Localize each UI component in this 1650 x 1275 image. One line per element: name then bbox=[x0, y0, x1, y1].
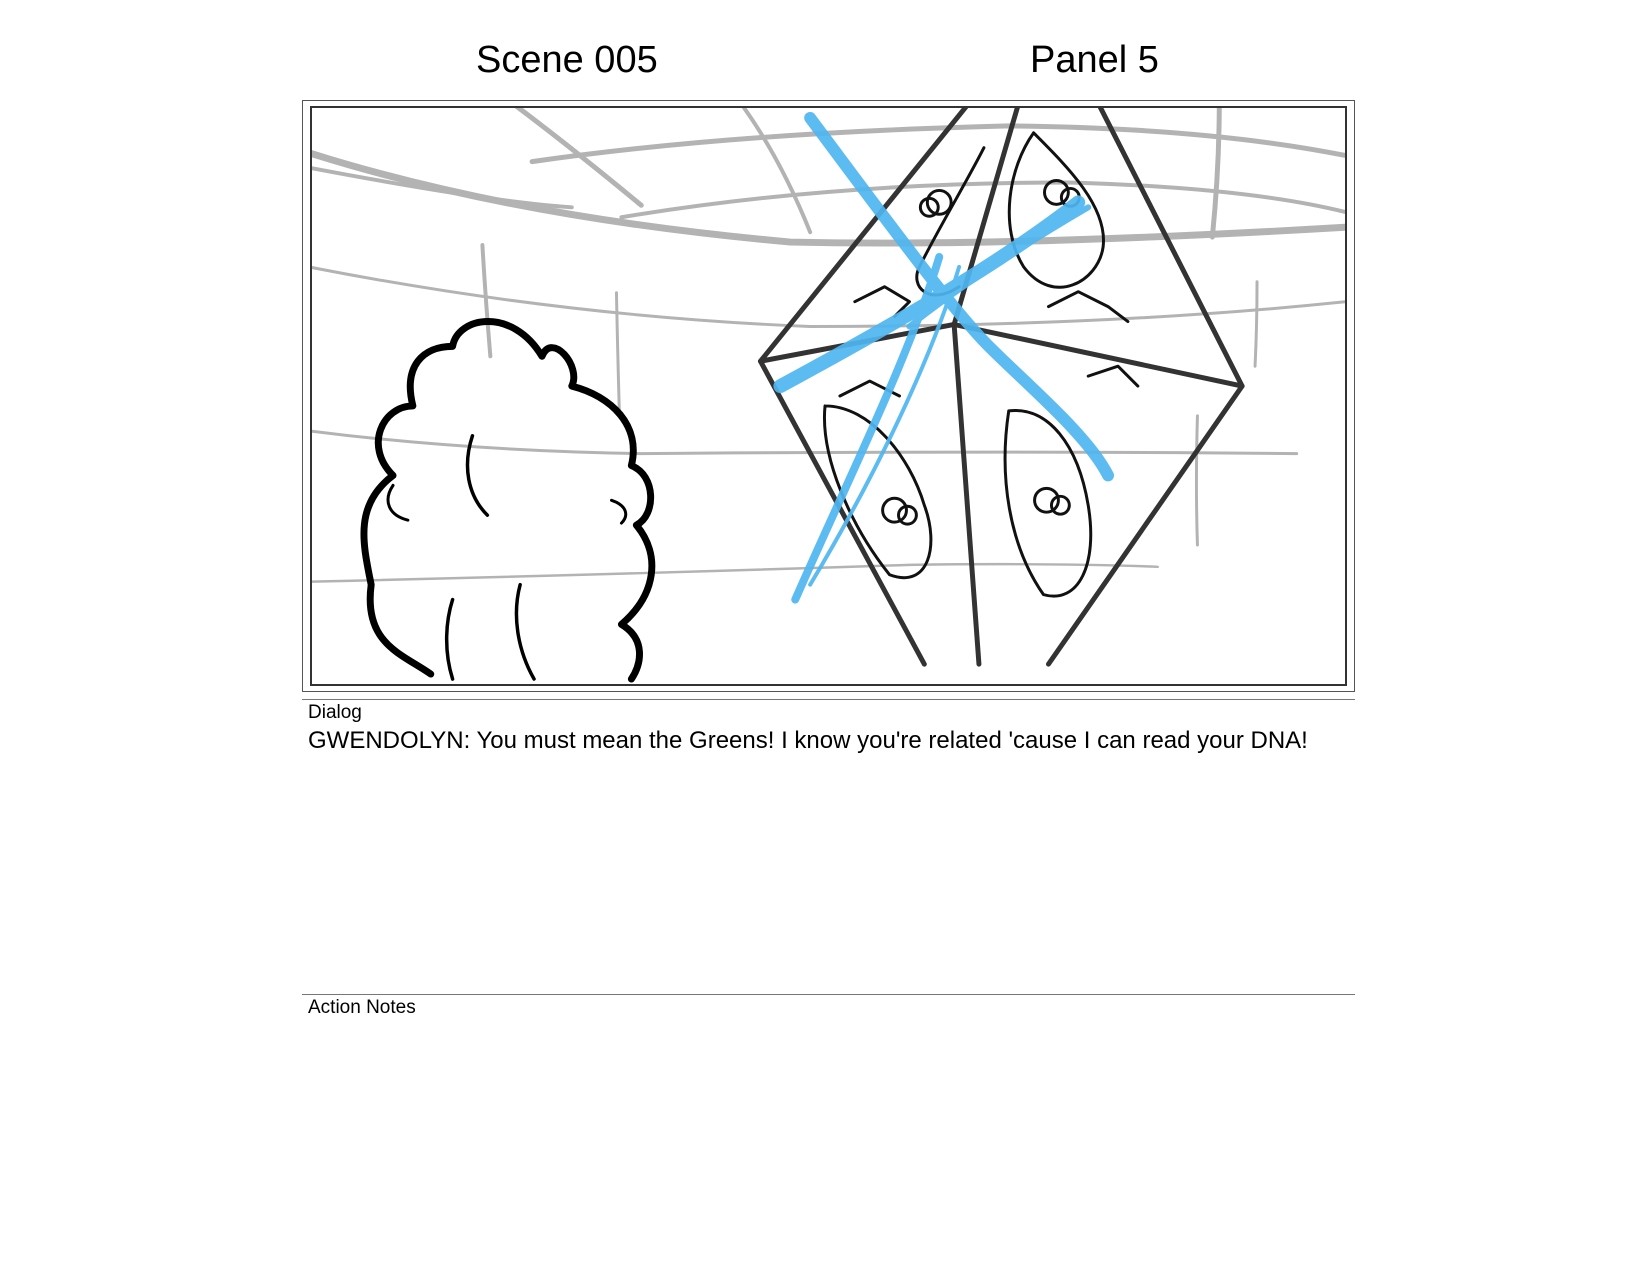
storyboard-sketch bbox=[312, 108, 1345, 684]
storyboard-panel-image bbox=[310, 106, 1347, 686]
background-guides bbox=[312, 108, 1345, 582]
action-notes-label: Action Notes bbox=[308, 997, 416, 1018]
action-notes-divider bbox=[302, 994, 1355, 995]
bush-sketch bbox=[364, 322, 652, 680]
dialog-divider bbox=[302, 699, 1355, 700]
dialog-text: GWENDOLYN: You must mean the Greens! I know you're related 'cause I can read your DNA! bbox=[308, 727, 1308, 754]
scene-number: Scene 005 bbox=[476, 39, 658, 81]
dialog-label: Dialog bbox=[308, 702, 362, 723]
panel-number: Panel 5 bbox=[1030, 39, 1159, 81]
